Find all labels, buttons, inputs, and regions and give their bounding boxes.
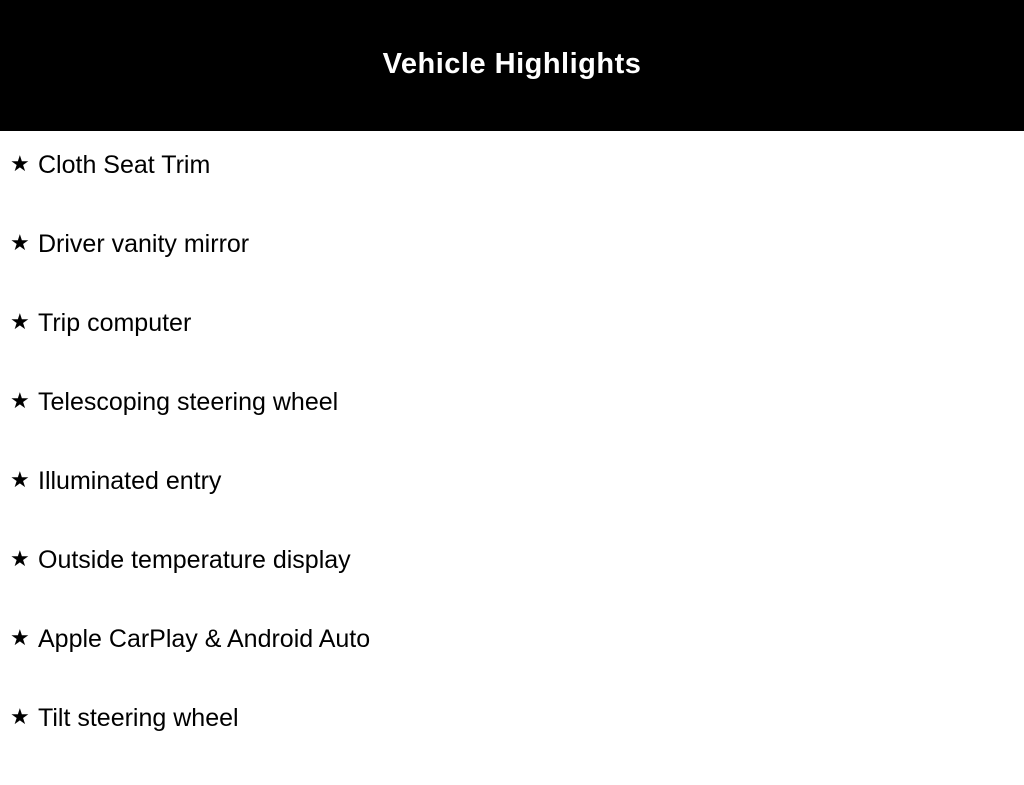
star-icon: ★: [10, 388, 30, 413]
star-icon: ★: [10, 704, 30, 729]
page-header: [0, 0, 1024, 131]
star-icon: ★: [10, 230, 30, 255]
feature-label: Driver vanity mirror: [38, 230, 250, 258]
feature-label: Illuminated entry: [38, 467, 222, 495]
list-item: [0, 153, 1024, 232]
list-item: [0, 706, 1024, 785]
star-icon: ★: [10, 309, 30, 334]
list-item: [0, 469, 1024, 548]
feature-label: Outside temperature display: [38, 546, 351, 574]
vehicle-features-list: [0, 131, 1024, 785]
star-icon: ★: [10, 151, 30, 176]
star-icon: ★: [10, 467, 30, 492]
feature-label: Apple CarPlay & Android Auto: [38, 625, 371, 653]
list-item: [0, 548, 1024, 627]
list-item: [0, 232, 1024, 311]
feature-label: Trip computer: [38, 309, 192, 337]
page-title: Vehicle Highlights: [382, 48, 642, 80]
feature-label: Telescoping steering wheel: [38, 388, 339, 416]
list-item: [0, 390, 1024, 469]
list-item: [0, 627, 1024, 706]
feature-label: Cloth Seat Trim: [38, 151, 211, 179]
star-icon: ★: [10, 546, 30, 571]
feature-label: Tilt steering wheel: [38, 704, 239, 732]
star-icon: ★: [10, 625, 30, 650]
list-item: [0, 311, 1024, 390]
